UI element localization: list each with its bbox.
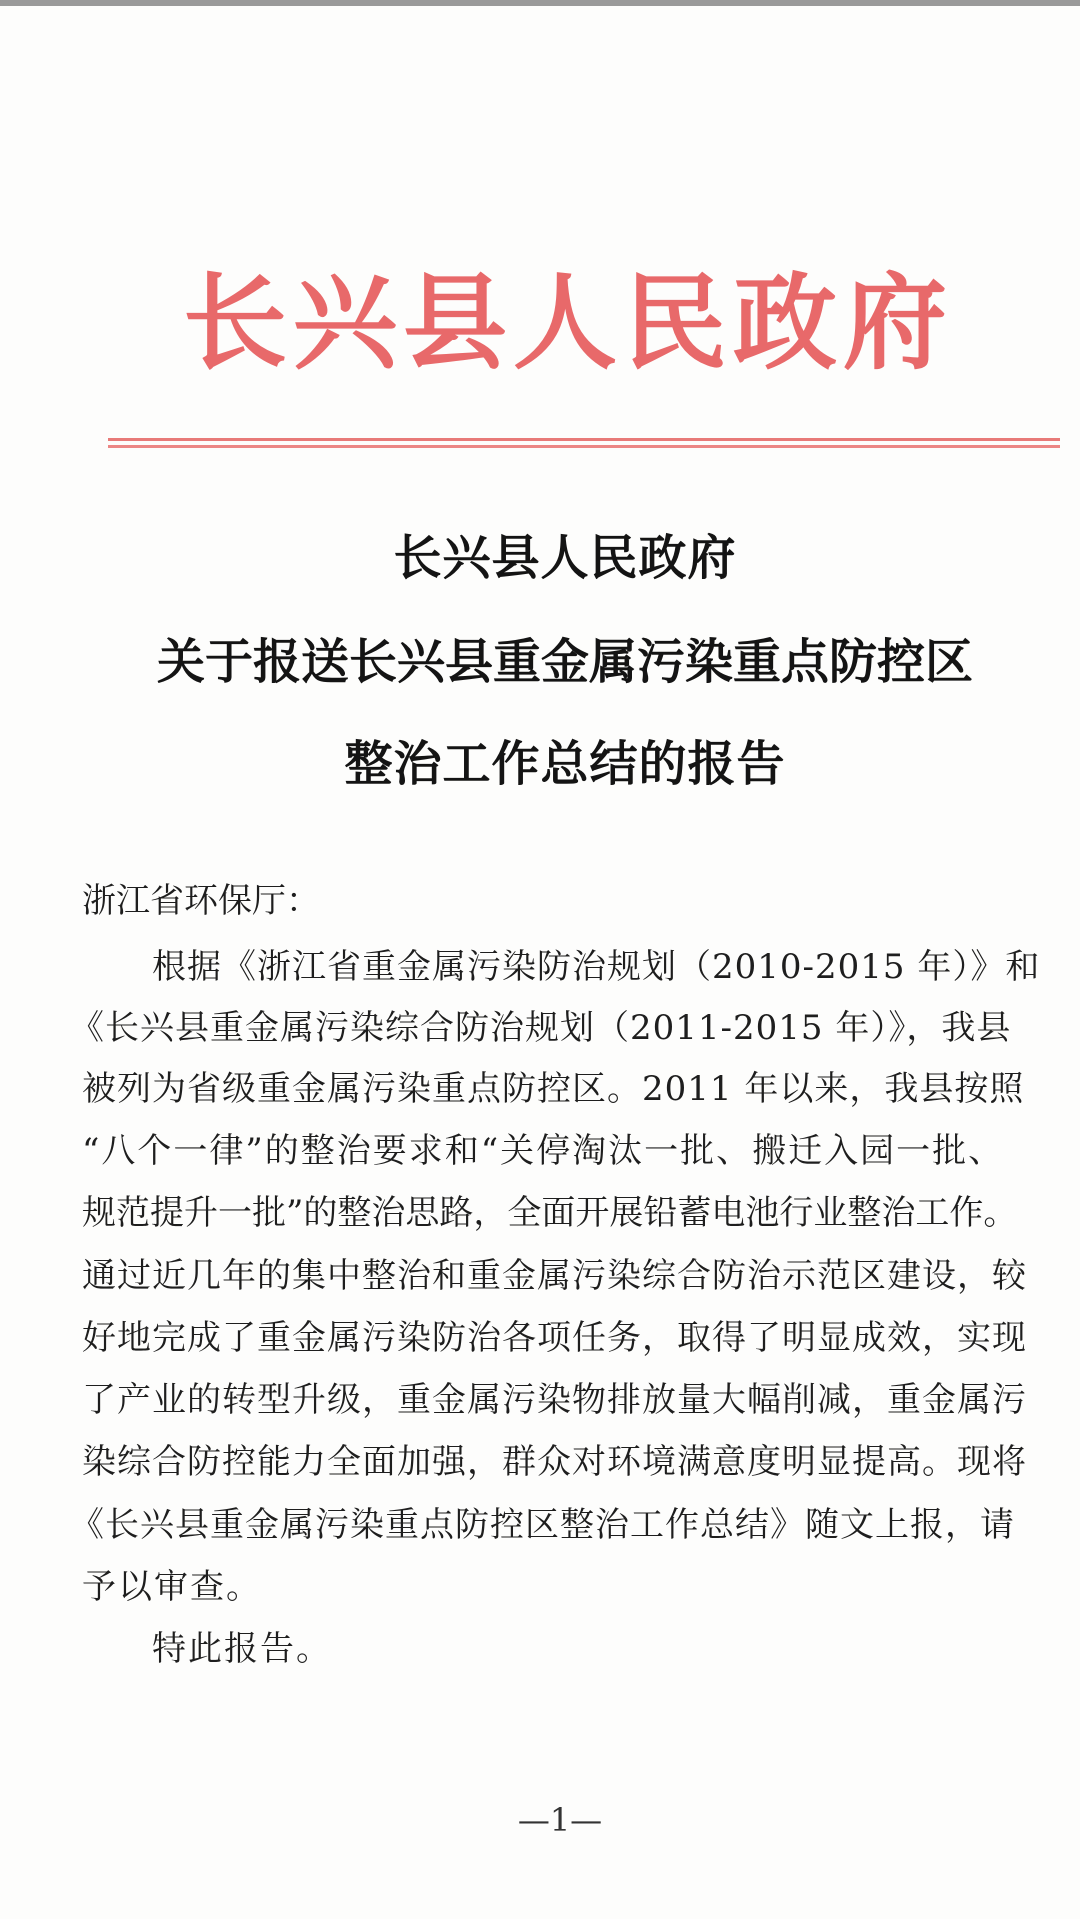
red-rule-top — [108, 438, 1060, 441]
body-line-1: 根据《浙江省重金属污染防治规划（2010-2015 年）》和 — [152, 947, 1041, 987]
body-line-10: 《长兴县重金属污染重点防控区整治工作总结》随文上报，请 — [70, 1505, 1015, 1545]
body-line-6: 通过近几年的集中整治和重金属污染综合防治示范区建设，较 — [82, 1256, 1027, 1296]
title-line-1: 长兴县人民政府 — [393, 530, 737, 586]
body-line-11: 予以审查。 — [82, 1567, 262, 1607]
title-line-2: 关于报送长兴县重金属污染重点防控区 — [156, 634, 973, 690]
body-line-9: 染综合防控能力全面加强，群众对环境满意度明显提高。现将 — [82, 1442, 1027, 1482]
body-line-7: 好地完成了重金属污染防治各项任务，取得了明显成效，实现 — [82, 1318, 1027, 1358]
body-line-3: 被列为省级重金属污染重点防控区。2011 年以来，我县按照 — [82, 1069, 1025, 1109]
body-line-2: 《长兴县重金属污染综合防治规划（2011-2015 年）》，我县 — [70, 1008, 1012, 1048]
red-masthead: 长兴县人民政府 — [182, 261, 953, 384]
salutation: 浙江省环保厅： — [82, 881, 320, 921]
page-number: —1— — [517, 1801, 603, 1839]
closing-phrase: 特此报告。 — [152, 1629, 332, 1669]
title-line-3: 整治工作总结的报告 — [344, 736, 786, 792]
body-line-5: 规范提升一批”的整治思路，全面开展铅蓄电池行业整治工作。 — [82, 1193, 1018, 1233]
body-line-8: 了产业的转型升级，重金属污染物排放量大幅削减，重金属污 — [82, 1380, 1027, 1420]
document-page — [0, 6, 1080, 1919]
body-line-4: “八个一律”的整治要求和“关停淘汰一批、搬迁入园一批、 — [82, 1131, 1005, 1171]
red-rule-bottom — [108, 445, 1060, 448]
